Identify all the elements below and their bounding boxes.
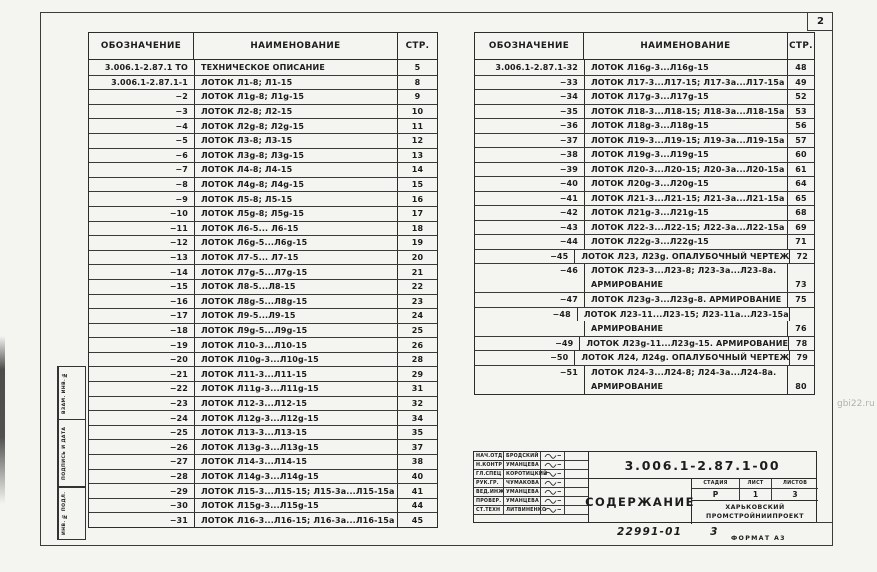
designation-cell: −50: [550, 353, 569, 363]
designation-cell: −45: [550, 251, 569, 261]
designation-cell: −43: [559, 222, 578, 232]
designation-cell: −37: [559, 135, 578, 145]
name-cell: ЛОТОК Л20-3...Л20-15; Л20-3а...Л20-15а: [584, 163, 788, 177]
designation-cell: −9: [175, 194, 188, 204]
name-cell: ЛОТОК Л2-8; Л2-15: [194, 105, 398, 119]
name-cell: ЛОТОК Л22-3...Л22-15; Л22-3а...Л22-15а: [584, 221, 788, 235]
signature-row: [474, 470, 588, 479]
page-cell: 53: [795, 106, 807, 116]
page-cell: 24: [411, 311, 424, 321]
table-row: [89, 264, 437, 279]
table-row: [475, 75, 814, 90]
column-header-page: СТР.: [405, 41, 430, 51]
table-row: [475, 104, 814, 119]
designation-cell: −16: [169, 296, 188, 306]
name-cell: ЛОТОК Л1-8; Л1-15: [194, 76, 398, 90]
page-cell: 56: [795, 121, 807, 131]
designation-cell: −25: [169, 428, 188, 438]
signature-date-cell: [565, 479, 588, 487]
table-row: [89, 75, 437, 90]
name-cell: ЛОТОК Л12g-3...Л12g-15: [194, 411, 398, 425]
page-cell: 12: [411, 136, 424, 146]
designation-cell: −38: [559, 150, 578, 160]
designation-cell: −40: [559, 179, 578, 189]
table-row: [89, 250, 437, 265]
name-cell: ЛОТОК Л24, Л24g. ОПАЛУБОЧНЫЙ ЧЕРТЕЖ: [574, 351, 790, 365]
name-cell: ЛОТОК Л3-8; Л3-15: [194, 134, 398, 148]
page-cell: [788, 264, 814, 278]
column-header-page: СТР.: [789, 41, 813, 51]
scan-smudge: [0, 336, 5, 504]
designation-cell: −34: [559, 92, 578, 102]
column-header-designation: ОБОЗНАЧЕНИЕ: [475, 33, 584, 59]
page-cell: 18: [411, 223, 424, 233]
page-cell: 41: [411, 486, 424, 496]
designation-cell: [475, 321, 584, 336]
name-cell: ЛОТОК Л18g-3...Л18g-15: [584, 119, 788, 133]
page-cell: 31: [411, 384, 424, 394]
designation-cell: −7: [175, 165, 188, 175]
table-row: [89, 483, 437, 498]
table-row: [475, 176, 814, 191]
designation-cell: −51: [559, 367, 578, 377]
name-cell: ЛОТОК Л23-3...Л23-8; Л23-3а...Л23-8а.: [584, 264, 788, 278]
signature-mark: [541, 470, 565, 478]
name-cell: ЛОТОК Л2g-8; Л2g-15: [194, 119, 398, 133]
page-cell: 44: [411, 501, 424, 511]
designation-cell: 3.006.1-2.87.1-1: [111, 77, 188, 87]
table-row: [89, 60, 437, 75]
designation-cell: −15: [169, 282, 188, 292]
name-cell: ЛОТОК Л23, Л23g. ОПАЛУБОЧНЫЙ ЧЕРТЕЖ: [574, 250, 790, 264]
table-header: [475, 33, 814, 60]
stage-value-listov: 3: [792, 490, 798, 499]
page-cell: 52: [795, 92, 807, 102]
signature-mark: [541, 506, 565, 514]
page-cell: 69: [795, 222, 807, 232]
signature-mark: [541, 461, 565, 469]
designation-cell: −27: [169, 457, 188, 467]
table-row: [475, 220, 814, 235]
document-number: 3.006.1-2.87.1-00: [624, 457, 781, 473]
page-cell: 17: [411, 209, 424, 219]
table-row: [89, 118, 437, 133]
signature-row: [474, 479, 588, 488]
stage-header-list: ЛИСТ: [740, 479, 772, 488]
designation-cell: −4: [175, 121, 188, 131]
title-block-extension-line: [815, 522, 833, 523]
name-cell: ЛОТОК Л17g-3...Л17g-15: [584, 90, 788, 104]
column-header-name: НАИМЕНОВАНИЕ: [584, 33, 788, 59]
table-row: [475, 336, 814, 351]
page-cell: 28: [411, 355, 424, 365]
stage-value-stadia: Р: [692, 489, 740, 500]
name-cell: ЛОТОК Л9-5...Л9-15: [194, 309, 398, 323]
table-row: [89, 308, 437, 323]
table-row: [89, 498, 437, 513]
signature-row: [474, 497, 588, 506]
name-cell: ЛОТОК Л11g-3...Л11g-15: [194, 382, 398, 396]
page-cell: 29: [411, 369, 424, 379]
table-row: [475, 292, 814, 307]
stage-table: [692, 479, 818, 501]
name-cell: ЛОТОК Л19-3...Л19-15; Л19-3а...Л19-15а: [584, 134, 788, 148]
order-number: 22991-01: [617, 526, 683, 538]
designation-cell: −35: [559, 106, 578, 116]
page-cell: 19: [411, 238, 424, 248]
table-rows: [475, 60, 814, 394]
page-cell: 8: [414, 77, 421, 87]
table-row: [89, 206, 437, 221]
name-cell: ЛОТОК Л14g-3...Л14g-15: [194, 470, 398, 484]
page-cell: 61: [795, 164, 807, 174]
designation-cell: −42: [559, 208, 578, 218]
table-row: [89, 294, 437, 309]
table-row: [475, 321, 814, 336]
page-cell: 40: [411, 471, 424, 481]
designation-cell: −11: [169, 223, 188, 233]
table-row: [89, 381, 437, 396]
table-row: [475, 249, 814, 264]
name-cell: ЛОТОК Л8-5...Л8-15: [194, 280, 398, 294]
table-row: [89, 469, 437, 484]
page-cell: [788, 366, 814, 380]
designation-cell: −23: [169, 398, 188, 408]
table-row: [89, 439, 437, 454]
table-row: [89, 366, 437, 381]
name-cell: ЛОТОК Л18-3...Л18-15; Л18-3а...Л18-15а: [584, 105, 788, 119]
signatures-table: [474, 452, 589, 522]
table-row: [475, 350, 814, 365]
name-cell: ЛОТОК Л5-8; Л5-15: [194, 192, 398, 206]
table-row: [475, 162, 814, 177]
designation-cell: −29: [169, 486, 188, 496]
table-row: [89, 337, 437, 352]
page-cell: 38: [411, 457, 424, 467]
table-row: [89, 148, 437, 163]
name-cell: ЛОТОК Л10g-3...Л10g-15: [194, 353, 398, 367]
designation-cell: −6: [175, 150, 188, 160]
page-cell: 60: [795, 150, 807, 160]
page-cell: 16: [411, 194, 424, 204]
designation-cell: −10: [169, 209, 188, 219]
name-cell: ЛОТОК Л22g-3...Л22g-15: [584, 235, 788, 249]
page-cell: 57: [795, 135, 807, 145]
signature-role: ВЕД.ИНЖ: [476, 489, 505, 495]
name-cell: ЛОТОК Л23-11...Л23-15; Л23-11а...Л23-15а: [577, 308, 790, 322]
designation-cell: −18: [169, 325, 188, 335]
designation-cell: −48: [552, 309, 571, 319]
signature-name: ЧУМАКОВА: [506, 480, 540, 486]
page-cell: 49: [795, 77, 807, 87]
page-cell: [790, 308, 814, 322]
contents-table-left: [88, 32, 438, 528]
designation-cell: 3.006.1-2.87.1 ТО: [104, 62, 188, 72]
sheet-title-box: [585, 479, 695, 524]
name-cell: ЛОТОК Л21-3...Л21-15; Л21-3а...Л21-15а: [584, 192, 788, 206]
page-cell: 34: [411, 413, 424, 423]
page-cell: 72: [796, 251, 808, 261]
column-header-designation: ОБОЗНАЧЕНИЕ: [89, 33, 194, 59]
page-cell: 79: [796, 353, 808, 363]
order-note: [617, 526, 719, 538]
table-row: [475, 147, 814, 162]
table-row: [89, 221, 437, 236]
name-cell: ЛОТОК Л7-5... Л7-15: [194, 251, 398, 265]
designation-cell: −39: [559, 164, 578, 174]
table-row: [475, 205, 814, 220]
contents-table-right: [474, 32, 815, 395]
designation-cell: −46: [559, 266, 578, 276]
designation-cell: [475, 278, 584, 293]
watermark: gbi22.ru: [837, 399, 875, 409]
designation-cell: −14: [169, 267, 188, 277]
page-cell: 32: [411, 398, 424, 408]
name-cell: АРМИРОВАНИЕ: [584, 379, 788, 394]
stamp-box-vzam-inv: [57, 366, 86, 420]
name-cell: ЛОТОК Л10-3...Л10-15: [194, 338, 398, 352]
sheet-title: СОДЕРЖАНИЕ: [585, 494, 695, 509]
designation-cell: [475, 379, 584, 394]
table-row: [475, 263, 814, 278]
page-cell: 10: [411, 107, 424, 117]
page-cell: 76: [795, 323, 807, 333]
page-cell: 20: [411, 253, 424, 263]
table-row: [475, 365, 814, 380]
table-row: [89, 162, 437, 177]
name-cell: ЛОТОК Л6-5... Л6-15: [194, 222, 398, 236]
page-cell: 23: [411, 296, 424, 306]
page-cell: 26: [411, 340, 424, 350]
signature-role: РУК.ГР.: [474, 479, 504, 487]
table-header: [89, 33, 437, 60]
designation-cell: −8: [175, 180, 188, 190]
organization-line1: ХАРЬКОВСКИЙ: [725, 504, 785, 511]
name-cell: ЛОТОК Л23g-3...Л23g-8. АРМИРОВАНИЕ: [584, 293, 788, 307]
designation-cell: −26: [169, 442, 188, 452]
signature-name: БРОДСКИЙ: [504, 452, 541, 460]
designation-cell: −31: [169, 515, 188, 525]
stage-header-listov: ЛИСТОВ: [782, 481, 808, 486]
table-rows: [89, 60, 437, 527]
page-cell: 71: [795, 237, 807, 247]
table-row: [475, 278, 814, 293]
page-cell: 45: [411, 515, 424, 525]
designation-cell: 3.006.1-2.87.1-32: [495, 62, 578, 72]
signature-mark: [541, 452, 565, 460]
page-cell: 13: [411, 150, 424, 160]
designation-cell: −17: [169, 311, 188, 321]
signature-role: ГЛ.СПЕЦ: [474, 470, 504, 478]
designation-cell: −22: [169, 384, 188, 394]
name-cell: ЛОТОК Л15g-3...Л15g-15: [194, 499, 398, 513]
table-row: [89, 323, 437, 338]
signature-row: [474, 506, 588, 515]
table-row: [89, 133, 437, 148]
name-cell: ЛОТОК Л20g-3...Л20g-15: [584, 177, 788, 191]
designation-cell: −41: [559, 193, 578, 203]
page-cell: 11: [411, 121, 424, 131]
page-cell: 9: [414, 92, 421, 102]
stamp-box-podpis-data: [57, 419, 86, 488]
designation-cell: −24: [169, 413, 188, 423]
signature-role: СТ.ТЕХН: [474, 506, 504, 514]
name-cell: ЛОТОК Л24-3...Л24-8; Л24-3а...Л24-8а.: [584, 366, 788, 380]
signature-date-cell: [565, 452, 588, 460]
designation-cell: −20: [169, 355, 188, 365]
table-row: [89, 89, 437, 104]
name-cell: ЛОТОК Л21g-3...Л21g-15: [584, 206, 788, 220]
designation-cell: −33: [559, 77, 578, 87]
signature-date-cell: [565, 470, 588, 478]
name-cell: АРМИРОВАНИЕ: [584, 321, 788, 336]
table-row: [89, 191, 437, 206]
designation-cell: −3: [175, 107, 188, 117]
page-cell: 64: [795, 179, 807, 189]
name-cell: ТЕХНИЧЕСКОЕ ОПИСАНИЕ: [194, 60, 398, 75]
document-number-box: [589, 452, 816, 479]
name-cell: ЛОТОК Л3g-8; Л3g-15: [194, 149, 398, 163]
signature-mark: [541, 497, 565, 505]
signature-name: УМАНЦЕВА: [504, 461, 541, 469]
table-row: [89, 352, 437, 367]
signature-row: [474, 488, 588, 497]
table-row: [89, 235, 437, 250]
stage-header-stadia: СТАДИЯ: [692, 479, 740, 488]
signature-role: ПРОВЕР.: [474, 497, 504, 505]
table-row: [89, 454, 437, 469]
table-row: [475, 133, 814, 148]
name-cell: ЛОТОК Л17-3...Л17-15; Л17-3а...Л17-15а: [584, 76, 788, 90]
table-row: [475, 60, 814, 75]
stage-header-row: [692, 479, 818, 489]
signature-name: УМАНЦЕВА: [504, 488, 541, 496]
name-cell: ЛОТОК Л16-3...Л16-15; Л16-3а...Л16-15а: [194, 513, 398, 527]
page-cell: 5: [414, 62, 421, 72]
name-cell: ЛОТОК Л7g-5...Л7g-15: [194, 265, 398, 279]
sheet-number: 2: [817, 15, 824, 27]
stamp-label: ИНВ. № ПОДЛ.: [58, 487, 70, 539]
designation-cell: −30: [169, 501, 188, 511]
name-cell: ЛОТОК Л16g-3...Л16g-15: [584, 60, 788, 75]
signature-row: [474, 452, 588, 461]
name-cell: ЛОТОК Л8g-5...Л8g-15: [194, 295, 398, 309]
table-row: [89, 177, 437, 192]
designation-cell: −21: [169, 369, 188, 379]
signature-row: [474, 461, 588, 470]
page-cell: 14: [411, 165, 424, 175]
page-cell: 80: [795, 381, 807, 391]
designation-cell: −13: [169, 253, 188, 263]
table-row: [475, 234, 814, 249]
name-cell: ЛОТОК Л14-3...Л14-15: [194, 455, 398, 469]
name-cell: ЛОТОК Л12-3...Л12-15: [194, 397, 398, 411]
name-cell: ЛОТОК Л4g-8; Л4g-15: [194, 178, 398, 192]
page-cell: 25: [411, 325, 424, 335]
designation-cell: −44: [559, 237, 578, 247]
table-row: [89, 425, 437, 440]
page-cell: 22: [411, 282, 424, 292]
table-row: [475, 118, 814, 133]
page-cell: 21: [411, 267, 424, 277]
page-cell: 48: [795, 62, 807, 72]
signature-role: Н.КОНТР: [476, 462, 503, 468]
page-cell: 78: [795, 338, 808, 348]
designation-cell: −19: [169, 340, 188, 350]
table-row: [89, 279, 437, 294]
signature-mark: [541, 488, 565, 496]
name-cell: ЛОТОК Л19g-3...Л19g-15: [584, 148, 788, 162]
name-cell: ЛОТОК Л15-3...Л15-15; Л15-3а...Л15-15а: [194, 484, 398, 498]
page-cell: 65: [795, 193, 807, 203]
table-row: [89, 512, 437, 527]
table-row: [475, 307, 814, 322]
name-cell: ЛОТОК Л6g-5...Л6g-15: [194, 236, 398, 250]
designation-cell: −49: [555, 338, 574, 348]
page-cell: 68: [795, 208, 807, 218]
stamp-label: ПОДПИСЬ И ДАТА: [58, 420, 70, 487]
signature-name: КОРОТИЦКИЙ: [506, 471, 548, 477]
organization-line2: ПРОМСТРОЙНИИПРОЕКТ: [706, 512, 804, 520]
signature-mark: [541, 479, 565, 487]
table-row: [475, 191, 814, 206]
signature-role: НАЧ.ОТД.: [476, 453, 505, 459]
name-cell: ЛОТОК Л4-8; Л4-15: [194, 163, 398, 177]
name-cell: ЛОТОК Л13g-3...Л13g-15: [194, 440, 398, 454]
page-cell: 15: [411, 180, 424, 190]
name-cell: ЛОТОК Л23g-11...Л23g-15. АРМИРОВАНИЕ: [579, 337, 789, 351]
name-cell: ЛОТОК Л1g-8; Л1g-15: [194, 90, 398, 104]
stamp-box-inv-podl: [57, 486, 86, 540]
signature-name: УМАНЦЕВА: [504, 497, 541, 505]
page-cell: 35: [411, 428, 424, 438]
stamp-label: ВЗАМ. ИНВ. №: [58, 367, 70, 419]
stage-value-row: [692, 489, 818, 500]
page-cell: 37: [411, 442, 424, 452]
format-label: ФОРМАТ А3: [731, 535, 786, 542]
page-cell: 73: [795, 280, 807, 290]
name-cell: ЛОТОК Л5g-8; Л5g-15: [194, 207, 398, 221]
designation-cell: −2: [175, 92, 188, 102]
designation-cell: −5: [175, 136, 188, 146]
designation-cell: −47: [559, 295, 578, 305]
designation-cell: −36: [559, 121, 578, 131]
name-cell: ЛОТОК Л11-3...Л11-15: [194, 367, 398, 381]
stage-value-list: 1: [740, 489, 772, 500]
table-row: [475, 379, 814, 394]
table-row: [89, 396, 437, 411]
signature-date-cell: [565, 461, 588, 469]
designation-cell: −28: [169, 471, 188, 481]
page-cell: 75: [795, 295, 807, 305]
table-row: [89, 104, 437, 119]
table-row: [89, 410, 437, 425]
table-row: [475, 89, 814, 104]
title-block: [473, 451, 817, 523]
name-cell: ЛОТОК Л9g-5...Л9g-15: [194, 324, 398, 338]
order-sheet-number: 3: [710, 526, 719, 538]
name-cell: АРМИРОВАНИЕ: [584, 278, 788, 293]
name-cell: ЛОТОК Л13-3...Л13-15: [194, 426, 398, 440]
signature-name: ЛИТВИНЕНКО: [506, 507, 547, 513]
column-header-name: НАИМЕНОВАНИЕ: [194, 33, 398, 59]
sheet-number-box: [807, 12, 833, 31]
designation-cell: −12: [169, 238, 188, 248]
organization-box: [692, 501, 818, 524]
